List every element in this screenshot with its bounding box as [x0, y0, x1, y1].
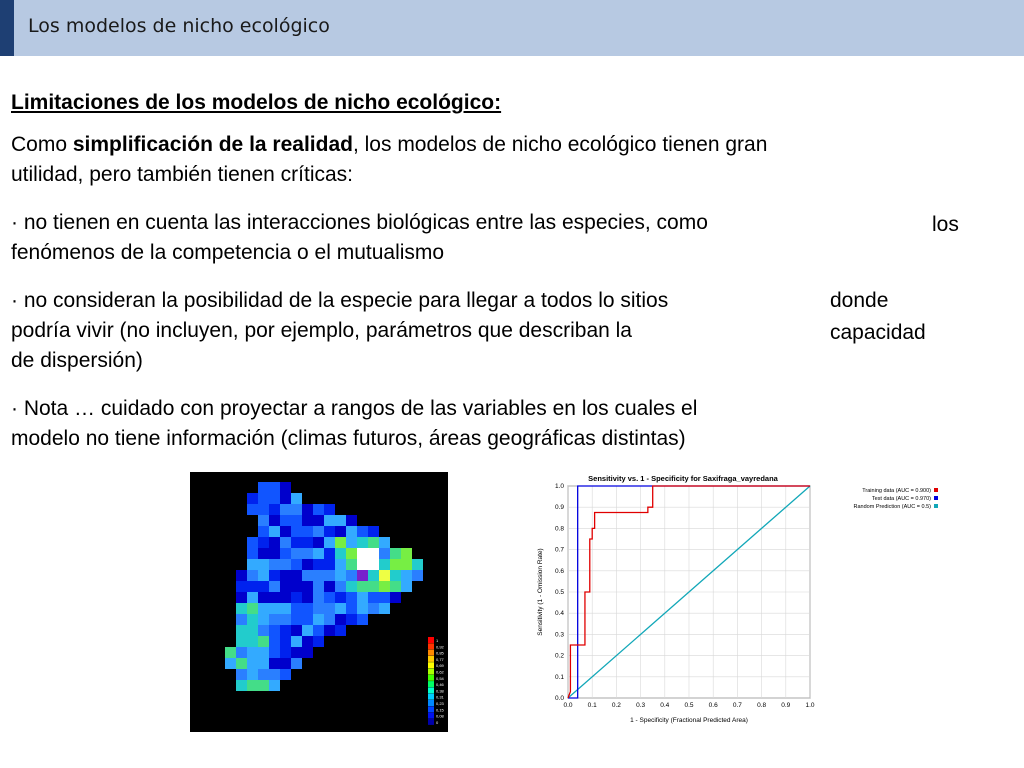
map-cell [335, 570, 346, 581]
map-cell [280, 526, 291, 537]
bullet2-float-2: capacidad [830, 321, 926, 344]
map-cell [280, 625, 291, 636]
x-tick-label: 0.8 [757, 702, 767, 709]
legend-entry-label: Random Prediction (AUC = 0.5) [853, 504, 931, 510]
map-cell [346, 614, 357, 625]
map-cell [302, 647, 313, 658]
y-axis-label: Sensitivity (1 - Omission Rate) [537, 548, 544, 636]
map-cell [258, 537, 269, 548]
map-cell [280, 515, 291, 526]
map-cell [225, 647, 236, 658]
legend-label: 0,85 [436, 650, 444, 656]
map-cell [379, 537, 390, 548]
map-cell [280, 537, 291, 548]
legend-swatch [428, 669, 434, 675]
map-cell [368, 537, 379, 548]
intro-line-2: utilidad, pero también tienen críticas: [11, 163, 354, 186]
map-cell [269, 680, 280, 691]
map-cell [258, 559, 269, 570]
x-tick-label: 1.0 [805, 702, 815, 709]
map-cell [335, 548, 346, 559]
map-cell [291, 636, 302, 647]
map-cell [401, 581, 412, 592]
map-cell [247, 625, 258, 636]
map-cell [258, 636, 269, 647]
map-cell [236, 658, 247, 669]
map-cell [247, 658, 258, 669]
x-axis-label: 1 - Specificity (Fractional Predicted Area) [630, 717, 748, 724]
map-cell [346, 548, 357, 559]
chart-title: Sensitivity vs. 1 - Specificity for Saxifraga_vayredana [588, 474, 778, 483]
map-cell [280, 669, 291, 680]
map-cell [368, 603, 379, 614]
legend-label: 0 [436, 719, 439, 725]
map-cell [368, 526, 379, 537]
map-cell [357, 559, 368, 570]
map-cell [247, 504, 258, 515]
map-cell [313, 570, 324, 581]
map-cell [269, 570, 280, 581]
map-cell [258, 581, 269, 592]
map-cell [247, 669, 258, 680]
map-cell [324, 504, 335, 515]
map-cell [368, 570, 379, 581]
map-cell [302, 526, 313, 537]
map-cell [258, 669, 269, 680]
map-cell [324, 537, 335, 548]
map-cell [368, 548, 379, 559]
map-cell [379, 548, 390, 559]
map-cell [357, 526, 368, 537]
map-cell [390, 559, 401, 570]
map-cell [368, 592, 379, 603]
y-tick-label: 0.1 [554, 673, 564, 681]
map-cell [313, 559, 324, 570]
map-cell [269, 658, 280, 669]
map-cell [258, 680, 269, 691]
legend-label: 0,15 [436, 707, 444, 713]
map-cell [313, 614, 324, 625]
legend-swatch [428, 681, 434, 687]
map-cell [247, 537, 258, 548]
map-cell [280, 493, 291, 504]
legend-swatch [428, 700, 434, 706]
map-cell [357, 581, 368, 592]
map-cell [258, 482, 269, 493]
map-cell [280, 647, 291, 658]
map-cell [269, 603, 280, 614]
map-cell [291, 570, 302, 581]
map-cell [291, 548, 302, 559]
map-cell [346, 537, 357, 548]
map-legend [428, 637, 445, 725]
legend-entry-label: Test data (AUC = 0.970) [871, 496, 931, 502]
map-cell [247, 570, 258, 581]
legend-swatch [428, 643, 434, 649]
map-cell [269, 526, 280, 537]
slide-title: Los modelos de nicho ecológico [28, 15, 330, 37]
map-cell [225, 658, 236, 669]
map-cell [291, 504, 302, 515]
legend-entry-swatch [934, 488, 938, 492]
map-cell [302, 548, 313, 559]
map-cell [346, 581, 357, 592]
map-cell [258, 570, 269, 581]
map-cell [346, 570, 357, 581]
map-cell [269, 592, 280, 603]
map-cell [269, 537, 280, 548]
x-tick-label: 0.7 [732, 702, 742, 709]
map-cell [346, 603, 357, 614]
map-cell [412, 559, 423, 570]
map-cell [302, 504, 313, 515]
map-cell [269, 581, 280, 592]
map-cell [280, 592, 291, 603]
map-cell [346, 526, 357, 537]
map-cell [357, 570, 368, 581]
map-cell [324, 603, 335, 614]
map-cell [269, 647, 280, 658]
map-cell [379, 592, 390, 603]
map-cell [346, 559, 357, 570]
legend-swatch [428, 656, 434, 662]
map-cell [269, 559, 280, 570]
map-cell [247, 647, 258, 658]
map-cell [324, 548, 335, 559]
map-cell [379, 581, 390, 592]
legend-swatch [428, 650, 434, 656]
map-cell [269, 548, 280, 559]
map-cell [258, 603, 269, 614]
map-cell [302, 614, 313, 625]
map-cell [302, 636, 313, 647]
legend-swatch [428, 719, 434, 725]
map-cell [280, 603, 291, 614]
map-cell [269, 504, 280, 515]
map-cell [302, 537, 313, 548]
map-cell [236, 625, 247, 636]
map-cell [313, 592, 324, 603]
map-cell [269, 614, 280, 625]
bullet1-float: los [932, 213, 959, 236]
map-cell [280, 581, 291, 592]
legend-swatch [428, 706, 434, 712]
map-cell [324, 614, 335, 625]
intro-pre: Como [11, 133, 73, 156]
bullet2-float-1: donde [830, 289, 889, 312]
map-cell [291, 559, 302, 570]
x-tick-label: 0.3 [636, 702, 646, 709]
map-cell [390, 548, 401, 559]
map-cell [247, 548, 258, 559]
bullet3-line-2: modelo no tiene información (climas futuros, áreas geográficas distintas) [11, 427, 686, 450]
map-cell [291, 493, 302, 504]
legend-swatch [428, 713, 434, 719]
map-cell [236, 603, 247, 614]
legend-label: 0,31 [436, 694, 444, 700]
header-accent [0, 0, 14, 56]
bullet3-line-1: · Nota … cuidado con proyectar a rangos de las variables en los cuales el [11, 397, 698, 420]
map-cell [313, 636, 324, 647]
map-cell [291, 658, 302, 669]
x-tick-label: 0.6 [708, 702, 718, 709]
map-cell [269, 515, 280, 526]
map-cell [291, 647, 302, 658]
map-cell [280, 570, 291, 581]
map-cell [247, 636, 258, 647]
map-cell [313, 603, 324, 614]
map-cell [357, 614, 368, 625]
map-cell [302, 559, 313, 570]
y-tick-label: 0.5 [554, 589, 564, 596]
bullet2-line-1: · no consideran la posibilidad de la especie para llegar a todos lo sitios [11, 289, 669, 312]
chart-legend [854, 488, 939, 510]
map-cell [313, 526, 324, 537]
y-tick-label: 1.0 [554, 483, 564, 490]
map-cell [302, 603, 313, 614]
legend-entry-swatch [934, 504, 938, 508]
legend-label: 0,62 [436, 669, 444, 675]
legend-label: 0,38 [436, 688, 444, 694]
map-cell [291, 614, 302, 625]
map-cell [269, 493, 280, 504]
legend-entry-swatch [934, 496, 938, 500]
map-cell [313, 581, 324, 592]
map-cell [401, 548, 412, 559]
header-bar [0, 0, 1024, 56]
map-cell [357, 537, 368, 548]
map-cell [258, 548, 269, 559]
map-cell [313, 537, 324, 548]
map-cell [280, 482, 291, 493]
map-cell [236, 614, 247, 625]
map-cell [335, 515, 346, 526]
map-cell [335, 603, 346, 614]
map-cell [335, 592, 346, 603]
map-cell [335, 614, 346, 625]
map-cell [280, 614, 291, 625]
map-cell [335, 581, 346, 592]
map-cell [291, 537, 302, 548]
suitability-map [190, 472, 448, 732]
legend-label: 0,23 [436, 701, 444, 706]
map-cell [291, 526, 302, 537]
map-cell [335, 526, 346, 537]
map-cell [357, 603, 368, 614]
x-tick-label: 0.1 [587, 702, 597, 709]
map-cell [368, 559, 379, 570]
map-cell [401, 559, 412, 570]
map-cell [247, 614, 258, 625]
map-cell [258, 493, 269, 504]
map-cell [324, 526, 335, 537]
map-cell [258, 504, 269, 515]
y-tick-label: 0.6 [554, 567, 564, 575]
map-cell [401, 570, 412, 581]
y-tick-label: 0.3 [554, 631, 564, 639]
map-cell [291, 625, 302, 636]
map-cell [258, 592, 269, 603]
map-cell [313, 515, 324, 526]
map-cell [280, 636, 291, 647]
map-cell [346, 592, 357, 603]
map-cell [247, 559, 258, 570]
map-cell [236, 636, 247, 647]
map-cell [335, 625, 346, 636]
map-cell [258, 658, 269, 669]
map-cell [280, 548, 291, 559]
map-cell [269, 636, 280, 647]
y-tick-label: 0.2 [554, 652, 564, 660]
map-cell [335, 537, 346, 548]
x-tick-label: 0.9 [781, 702, 791, 709]
map-cell [302, 581, 313, 592]
map-cell [247, 592, 258, 603]
map-cell [390, 592, 401, 603]
legend-label: 0,46 [436, 682, 444, 688]
y-tick-label: 0.8 [554, 525, 564, 533]
map-cell [390, 570, 401, 581]
legend-entry-label: Training data (AUC = 0.900) [862, 488, 931, 494]
y-tick-label: 0.9 [554, 504, 564, 512]
map-cell [247, 680, 258, 691]
map-cell [258, 625, 269, 636]
map-cell [324, 592, 335, 603]
map-cell [324, 625, 335, 636]
legend-swatch [428, 694, 434, 700]
map-cell [302, 570, 313, 581]
map-cell [302, 515, 313, 526]
map-cell [313, 548, 324, 559]
x-tick-label: 0.0 [563, 702, 573, 709]
bullet1-line-2: fenómenos de la competencia o el mutualismo [11, 241, 445, 264]
legend-label: 1 [436, 638, 439, 643]
legend-label: 0,54 [436, 675, 444, 681]
legend-label: 0,92 [436, 644, 444, 650]
map-cell [324, 581, 335, 592]
map-cell [280, 504, 291, 515]
map-cell [346, 515, 357, 526]
x-tick-label: 0.5 [684, 702, 694, 709]
map-cell [357, 592, 368, 603]
legend-swatch [428, 675, 434, 681]
map-cell [291, 581, 302, 592]
map-cell [247, 603, 258, 614]
map-cell [313, 504, 324, 515]
bullet2-line-3: de dispersión) [11, 349, 143, 372]
map-cell [324, 570, 335, 581]
y-tick-label: 0.7 [554, 546, 564, 554]
map-cell [258, 515, 269, 526]
map-cell [258, 614, 269, 625]
map-cell [236, 647, 247, 658]
map-cell [258, 647, 269, 658]
legend-swatch [428, 637, 434, 643]
intro-post: , los modelos de nicho ecológico tienen gran [352, 133, 768, 156]
map-cell [247, 581, 258, 592]
map-cell [269, 625, 280, 636]
map-cell [357, 548, 368, 559]
section-heading: Limitaciones de los modelos de nicho ecológico: [11, 91, 502, 114]
legend-label: 0,69 [436, 663, 444, 669]
map-cell [269, 482, 280, 493]
map-cell [335, 559, 346, 570]
map-cell [368, 581, 379, 592]
map-cells [225, 482, 423, 691]
legend-swatch [428, 687, 434, 693]
map-cell [236, 592, 247, 603]
suitability-map-image [190, 472, 448, 732]
map-cell [412, 570, 423, 581]
map-cell [280, 658, 291, 669]
map-cell [291, 592, 302, 603]
legend-label: 0,08 [436, 713, 444, 719]
roc-chart-svg [528, 470, 960, 732]
map-cell [379, 559, 390, 570]
x-tick-label: 0.2 [611, 702, 621, 709]
legend-swatch [428, 662, 434, 668]
y-tick-label: 0.4 [554, 610, 564, 618]
intro-bold: simplificación de la realidad [72, 133, 353, 156]
map-cell [291, 603, 302, 614]
y-tick-label: 0.0 [554, 695, 564, 702]
map-cell [291, 515, 302, 526]
map-cell [390, 581, 401, 592]
map-cell [236, 680, 247, 691]
map-cell [302, 625, 313, 636]
map-cell [324, 515, 335, 526]
legend-label: 0,77 [436, 656, 444, 662]
x-tick-label: 0.4 [660, 702, 670, 709]
map-cell [313, 625, 324, 636]
map-cell [324, 559, 335, 570]
map-cell [247, 493, 258, 504]
map-cell [302, 592, 313, 603]
map-cell [236, 581, 247, 592]
map-cell [236, 570, 247, 581]
map-cell [269, 669, 280, 680]
map-cell [379, 603, 390, 614]
map-cell [258, 526, 269, 537]
bullet1-line-1: · no tienen en cuenta las interacciones biológicas entre las especies, como [11, 211, 708, 234]
map-cell [236, 669, 247, 680]
map-cell [379, 570, 390, 581]
roc-chart [528, 470, 960, 732]
intro-line-1 [11, 130, 767, 160]
bullet2-line-2: podría vivir (no incluyen, por ejemplo, parámetros que describan la [11, 319, 632, 342]
map-cell [280, 559, 291, 570]
